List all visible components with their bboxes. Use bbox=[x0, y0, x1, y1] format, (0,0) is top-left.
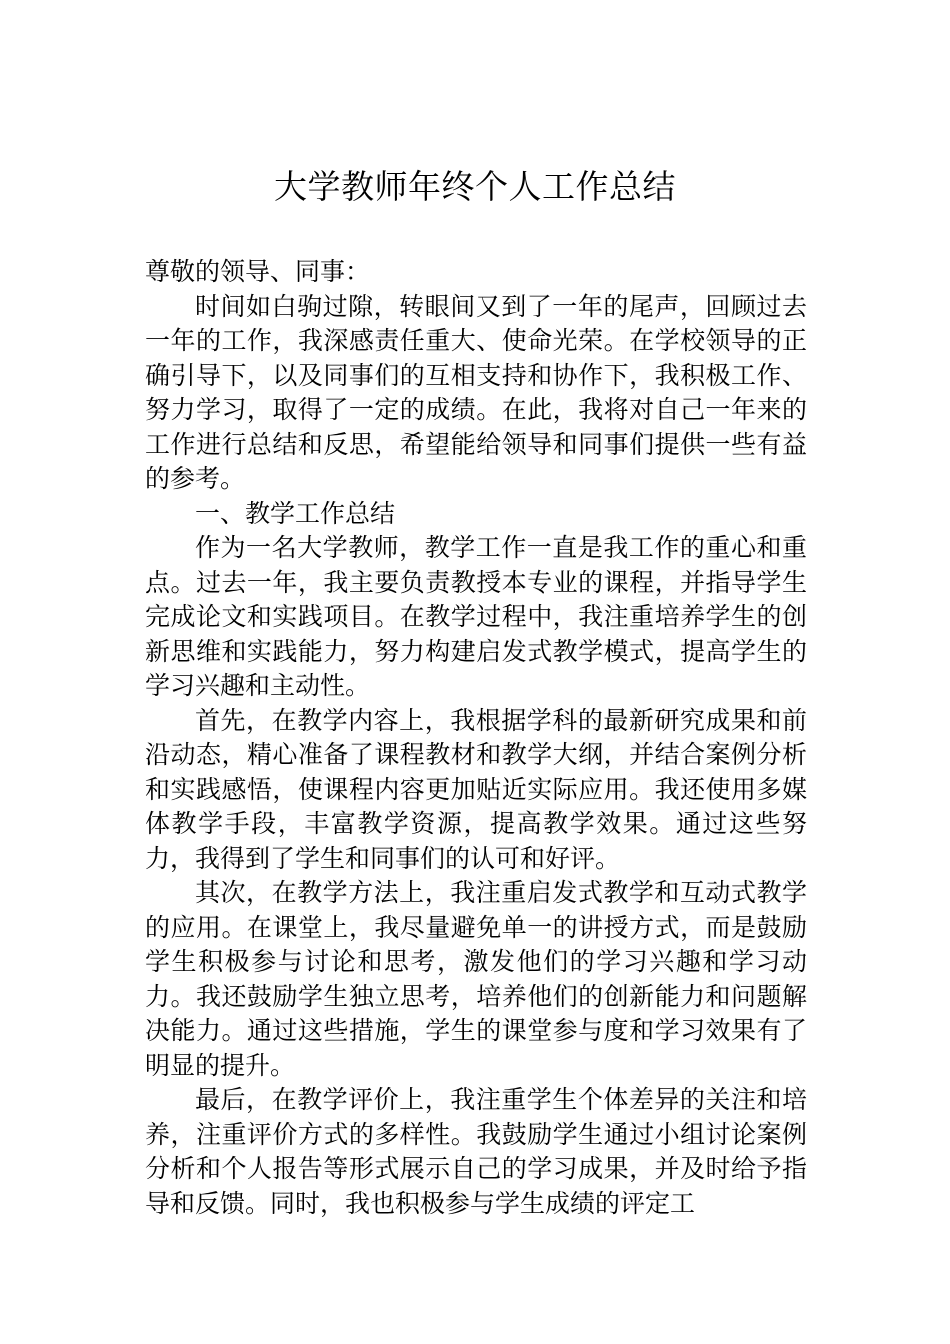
document-body bbox=[145, 255, 807, 1221]
salutation: 尊敬的领导、同事： bbox=[145, 257, 371, 286]
paragraph: 首先，在教学内容上，我根据学科的最新研究成果和前沿动态，精心准备了课程教材和教学大纲，并结合案例分析和实践感悟，使课程内容更加贴近实际应用。我还使用多媒体教学手段，丰富教学资源，提高教学效果。通过这些努力，我得到了学生和同事们的认可和好评。 bbox=[145, 705, 807, 873]
paragraph-intro: 时间如白驹过隙，转眼间又到了一年的尾声，回顾过去一年的工作，我深感责任重大、使命光荣。在学校领导的正确引导下，以及同事们的互相支持和协作下，我积极工作、努力学习，取得了一定的成绩。在此，我将对自己一年来的工作进行总结和反思，希望能给领导和同事们提供一些有益的参考。 bbox=[145, 291, 807, 493]
paragraph: 其次，在教学方法上，我注重启发式教学和互动式教学的应用。在课堂上，我尽量避免单一的讲授方式，而是鼓励学生积极参与讨论和思考，激发他们的学习兴趣和学习动力。我还鼓励学生独立思考，培养他们的创新能力和问题解决能力。通过这些措施，学生的课堂参与度和学习效果有了明显的提升。 bbox=[145, 878, 807, 1080]
section-heading: 一、教学工作总结 bbox=[195, 498, 396, 528]
paragraph: 作为一名大学教师，教学工作一直是我工作的重心和重点。过去一年，我主要负责教授本专业的课程，并指导学生完成论文和实践项目。在教学过程中，我注重培养学生的创新思维和实践能力，努力构建启发式教学模式，提高学生的学习兴趣和主动性。 bbox=[145, 533, 807, 700]
paragraph: 最后，在教学评价上，我注重学生个体差异的关注和培养，注重评价方式的多样性。我鼓励学生通过小组讨论案例分析和个人报告等形式展示自己的学习成果，并及时给予指导和反馈。同时，我也积极参与学生成绩的评定工 bbox=[145, 1085, 807, 1218]
document-title: 大学教师年终个人工作总结 bbox=[274, 167, 676, 206]
